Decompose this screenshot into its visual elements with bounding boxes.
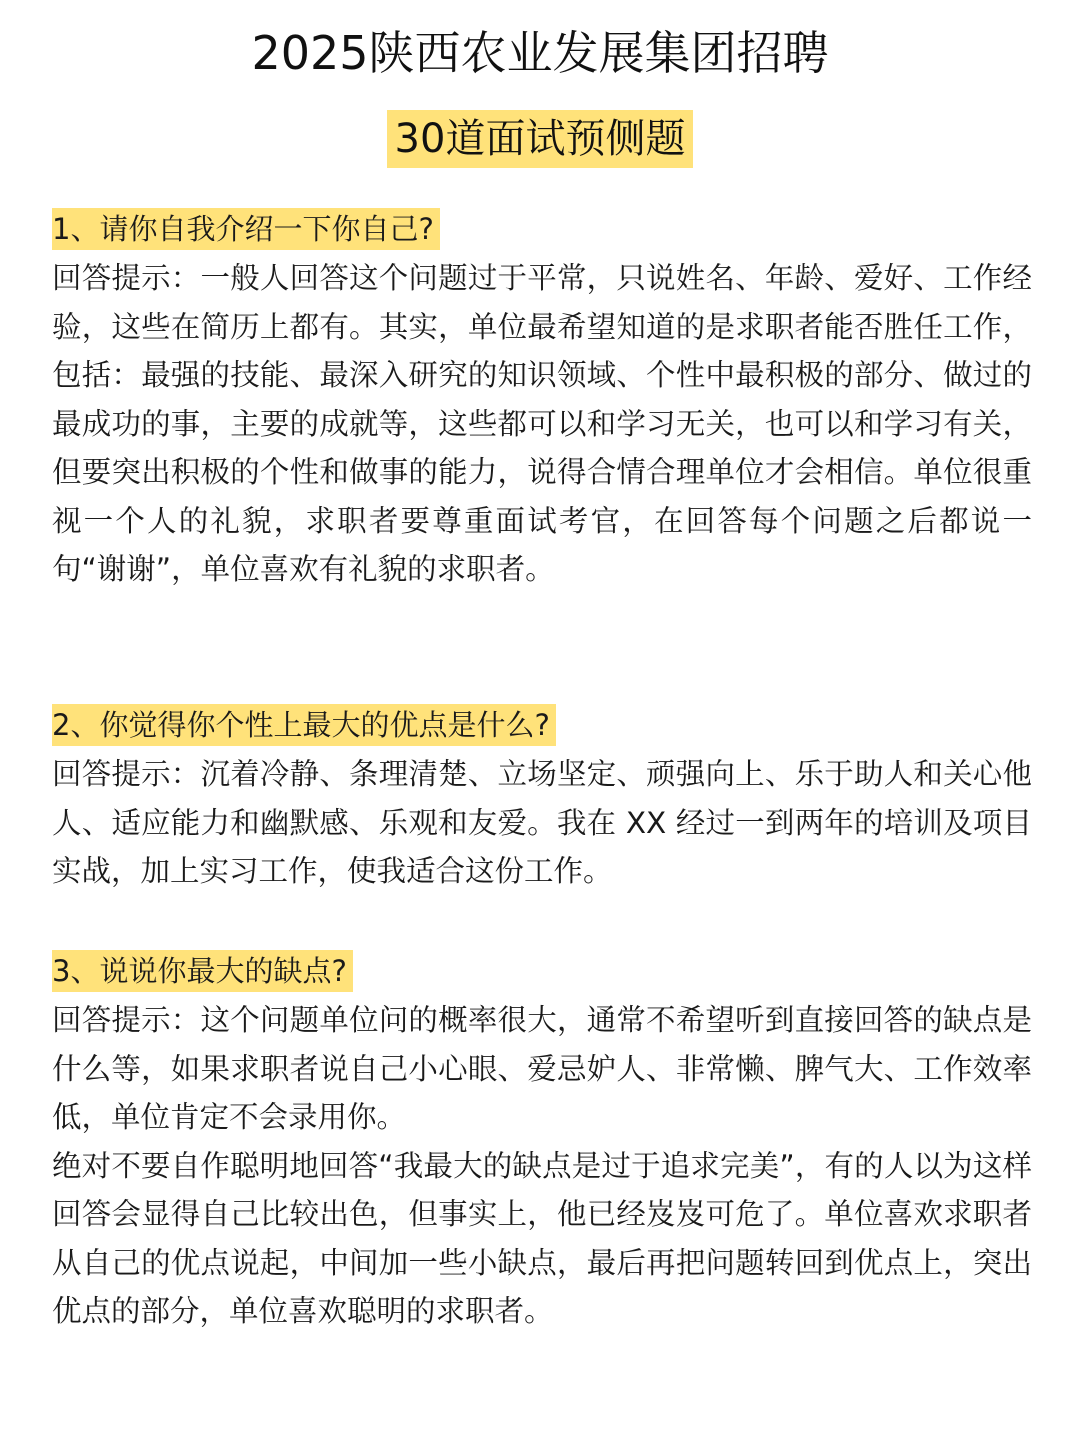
question-block-1 <box>52 208 1032 594</box>
question-block-3 <box>52 950 1032 1336</box>
answer-paragraph: 绝对不要自作聪明地回答“我最大的缺点是过于追求完美”，有的人以为这样回答会显得自己比较出色，但事实上，他已经岌岌可危了。单位喜欢求职者从自己的优点说起，中间加一些小缺点，最后再把问题转回到优点上，突出优点的部分，单位喜欢聪明的求职者。 <box>52 1148 1032 1328</box>
answer-paragraph: 回答提示：一般人回答这个问题过于平常，只说姓名、年龄、爱好、工作经验，这些在简历上都有。其实，单位最希望知道的是求职者能否胜任工作，包括：最强的技能、最深入研究的知识领域、个性中最积极的部分、做过的最成功的事，主要的成就等，这些都可以和学习无关，也可以和学习有关，但要突出积极的个性和做事的能力，说得合情合理单位才会相信。单位很重视一个人的礼貌，求职者要尊重面试考官，在回答每个问题之后都说一句“谢谢”，单位喜欢有礼貌的求职者。 <box>52 261 1032 586</box>
question-block-2 <box>52 704 1032 896</box>
question-heading: 2、你觉得你个性上最大的优点是什么? <box>52 704 556 746</box>
answer-paragraph: 回答提示：沉着冷静、条理清楚、立场坚定、顽强向上、乐于助人和关心他人、适应能力和幽默感、乐观和友爱。我在 XX 经过一到两年的培训及项目实战，加上实习工作，使我适合这份工作。 <box>52 757 1032 888</box>
page-subtitle: 30道面试预侧题 <box>387 110 694 168</box>
subtitle-container <box>52 110 1028 170</box>
question-heading: 1、请你自我介绍一下你自己? <box>52 208 440 250</box>
page-title: 2025陕西农业发展集团招聘 <box>251 26 829 80</box>
answer-paragraph: 回答提示：这个问题单位问的概率很大，通常不希望听到直接回答的缺点是什么等，如果求职者说自己小心眼、爱忌妒人、非常懒、脾气大、工作效率低，单位肯定不会录用你。 <box>52 1003 1032 1134</box>
question-heading: 3、说说你最大的缺点? <box>52 950 353 992</box>
